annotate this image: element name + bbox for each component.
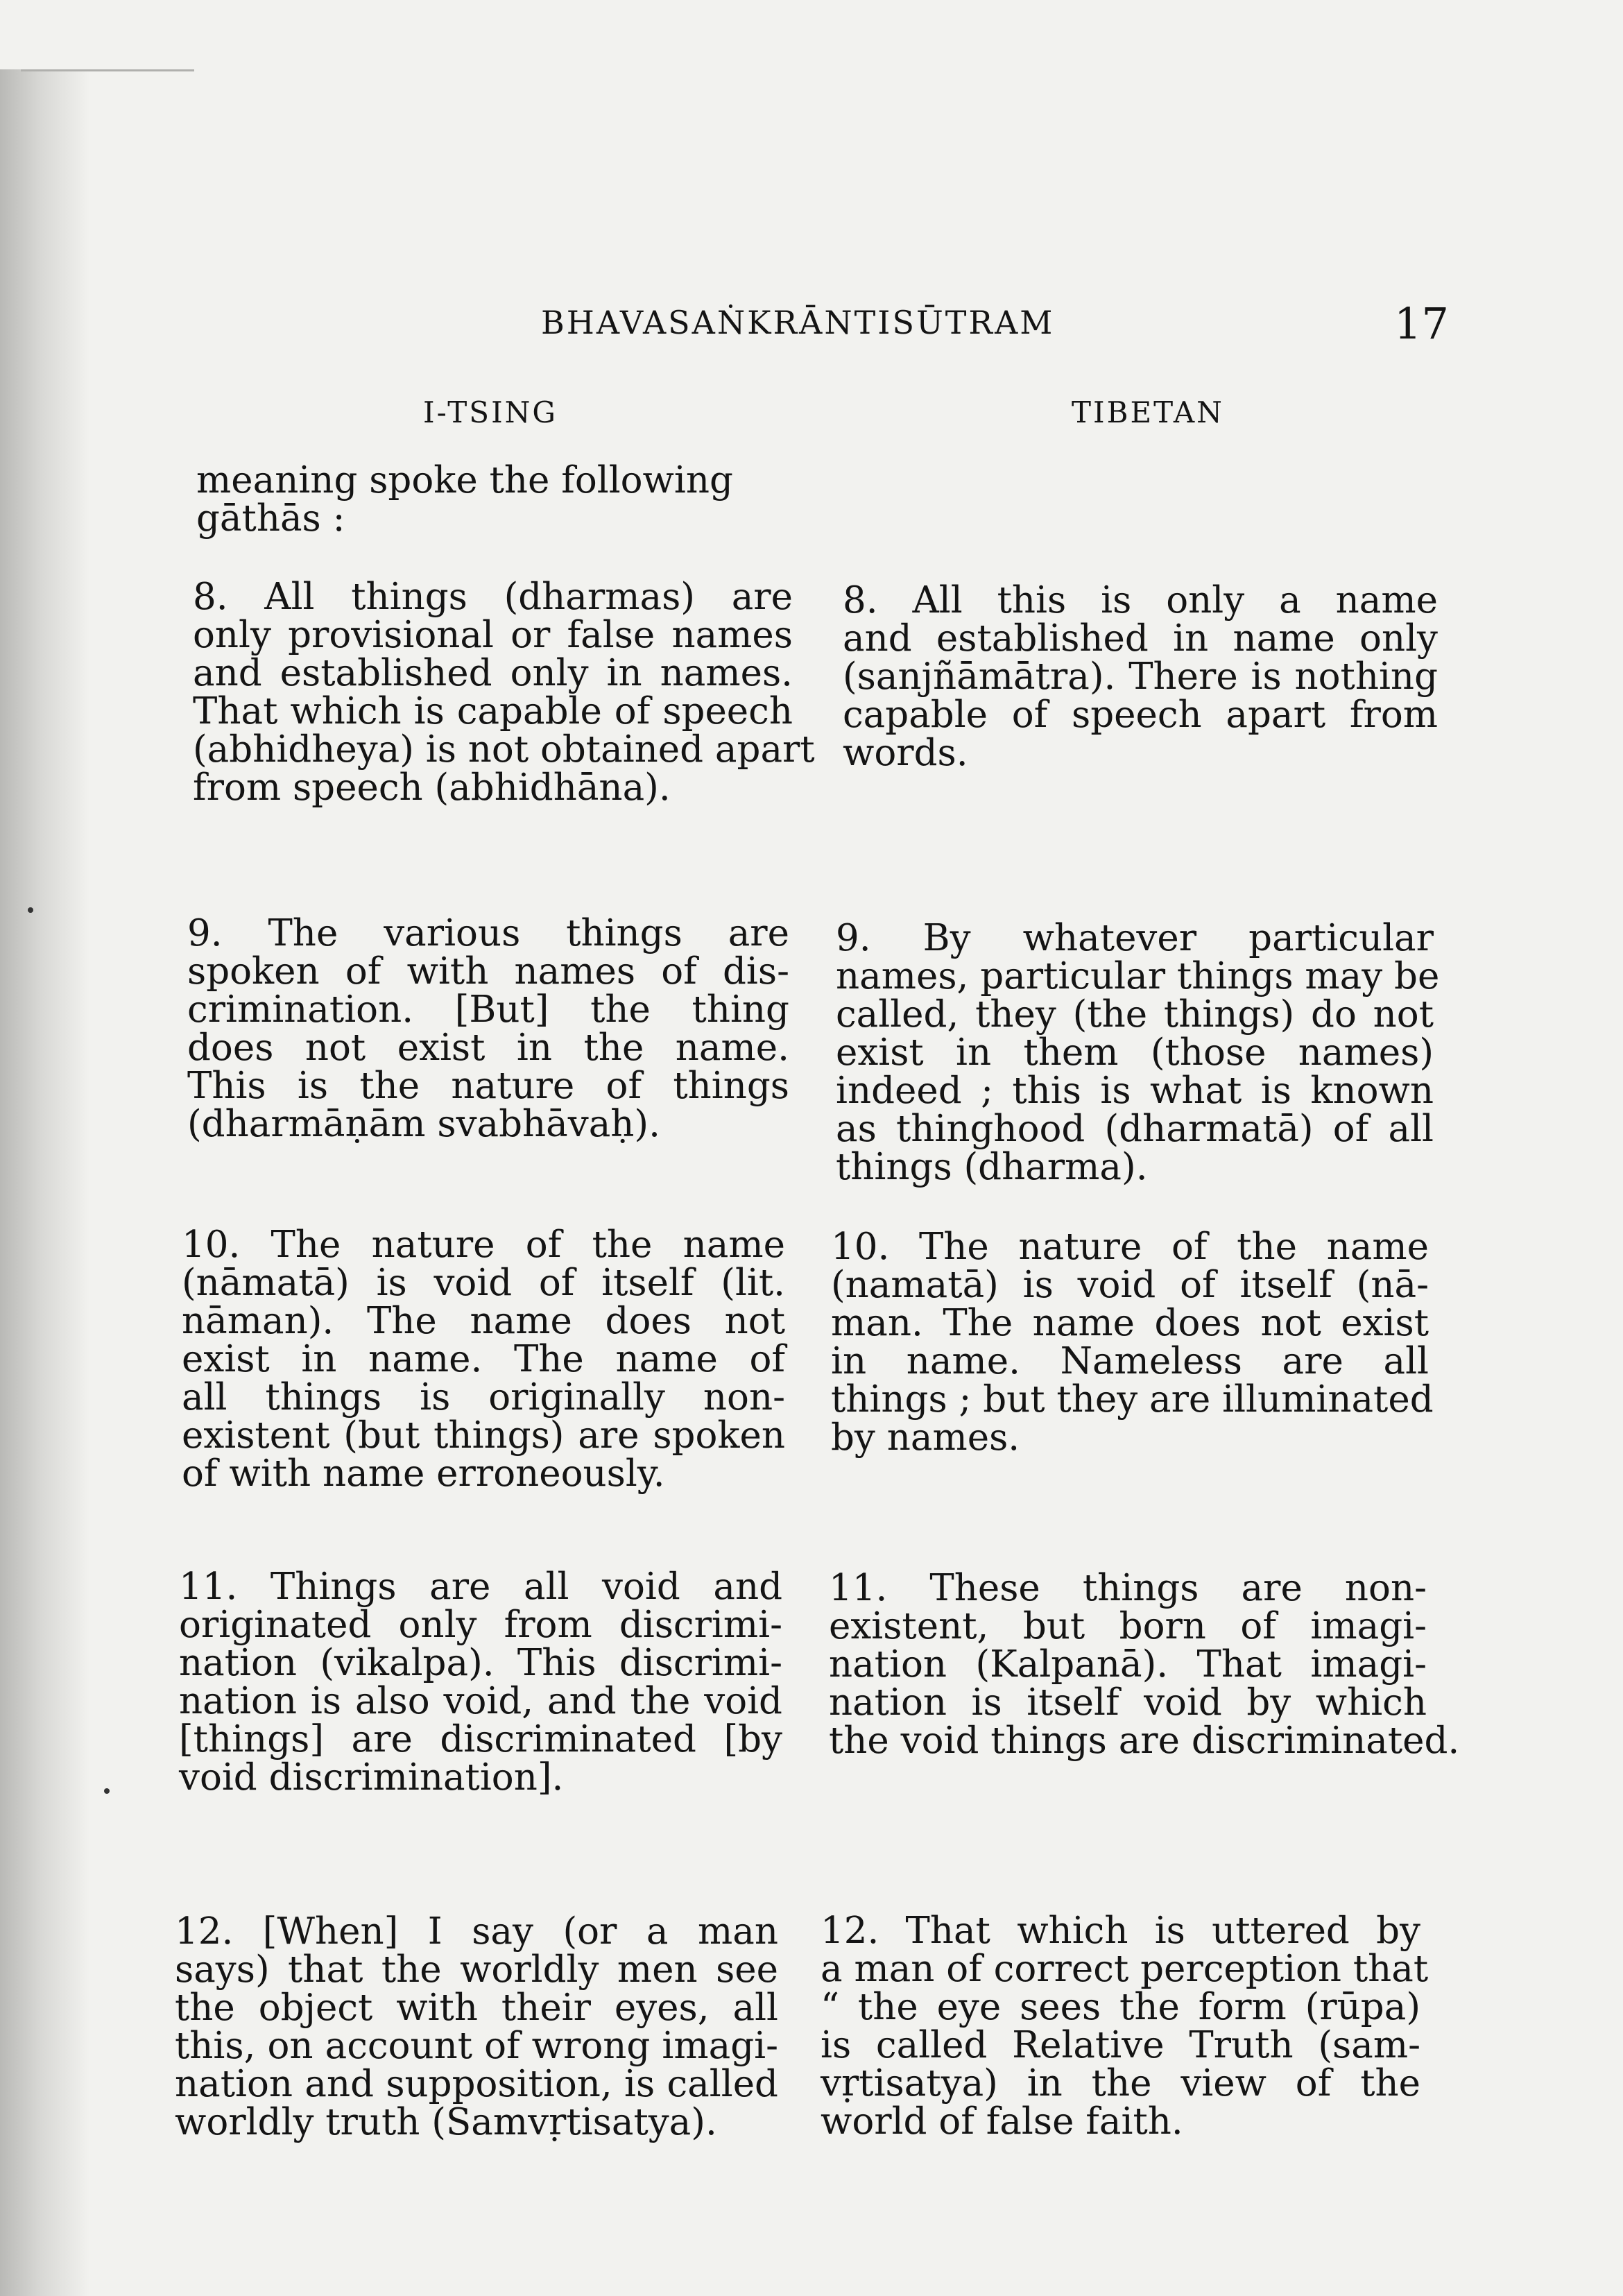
- text-line: does not exist in the name.: [187, 1027, 789, 1069]
- text-line: 8. All this is only a name: [843, 579, 1438, 622]
- text-line: the object with their eyes, all: [175, 1987, 778, 2029]
- text-line: spoken of with names of dis-: [187, 950, 789, 993]
- left-verse-9: [187, 914, 789, 1143]
- text-line: nation is also void, and the void: [179, 1680, 782, 1722]
- text-line: nation and supposition, is called: [175, 2063, 778, 2105]
- binding-shadow: [0, 69, 90, 2296]
- text-line: capable of speech apart from: [843, 694, 1438, 736]
- left-intro: [196, 461, 793, 538]
- text-line: That which is capable of speech: [193, 690, 793, 733]
- ink-speck: [104, 1788, 110, 1794]
- text-line: 8. All things (dharmas) are: [193, 576, 793, 618]
- right-verse-9: [836, 917, 1440, 1188]
- text-line: 9. The various things are: [187, 912, 789, 954]
- ink-speck: [28, 907, 33, 913]
- text-line: as thinghood (dharmatā) of all: [836, 1108, 1434, 1150]
- text-line: (nāmatā) is void of itself (lit.: [182, 1262, 785, 1304]
- text-line: “ the eye sees the form (rūpa): [821, 1986, 1420, 2028]
- text-line: 11. Things are all void and: [179, 1566, 782, 1608]
- text-line: and established in name only: [843, 617, 1438, 660]
- right-verse-11: [829, 1567, 1460, 1762]
- right-verse-8: [843, 581, 1438, 772]
- text-line: only provisional or false names: [193, 614, 793, 656]
- text-line: worldly truth (Samvṛtisatya).: [175, 2101, 717, 2143]
- left-verse-12: [175, 1912, 778, 2141]
- text-line: 9. By whatever particular: [836, 917, 1434, 959]
- text-line: world of false faith.: [821, 2100, 1183, 2143]
- text-line: nation is itself void by which: [829, 1681, 1427, 1724]
- text-line: by names.: [831, 1416, 1020, 1459]
- text-line: the void things are discriminated.: [829, 1720, 1460, 1762]
- column-heading-tibetan: TIBETAN: [1072, 395, 1224, 429]
- text-line: things (dharma).: [836, 1146, 1148, 1188]
- text-line: vṛtisatya) in the view of the: [821, 2062, 1420, 2105]
- text-line: (abhidheya) is not obtained apart: [193, 728, 815, 771]
- text-line: crimination. [But] the thing: [187, 988, 789, 1031]
- text-line: words.: [843, 732, 968, 774]
- text-line: is called Relative Truth (sam-: [821, 2024, 1420, 2066]
- page-number: 17: [1394, 298, 1449, 349]
- text-line: (sanjñāmātra). There is nothing: [843, 656, 1438, 698]
- text-line: exist in name. The name of: [182, 1338, 785, 1380]
- text-line: gāthās :: [196, 497, 345, 540]
- text-line: and established only in names.: [193, 652, 793, 694]
- text-line: existent (but things) are spoken: [182, 1414, 785, 1457]
- text-line: a man of correct perception that: [821, 1948, 1429, 1990]
- text-line: nation (Kalpanā). That imagi-: [829, 1643, 1427, 1686]
- scan-edge-line: [21, 69, 194, 71]
- text-line: from speech (abhidhāna).: [193, 766, 671, 809]
- text-line: this, on account of wrong imagi-: [175, 2025, 778, 2067]
- running-title: BHAVASAṄKRĀNTISŪTRAM: [541, 304, 1055, 341]
- text-line: all things is originally non-: [182, 1376, 785, 1419]
- text-line: called, they (the things) do not: [836, 993, 1434, 1036]
- text-line: 11. These things are non-: [829, 1567, 1427, 1609]
- column-heading-itsing: I-TSING: [423, 395, 558, 429]
- text-line: void discrimination].: [179, 1756, 564, 1799]
- left-verse-10: [182, 1226, 785, 1493]
- text-line: This is the nature of things: [187, 1065, 789, 1107]
- text-line: nāman). The name does not: [182, 1300, 785, 1342]
- text-line: says) that the worldly men see: [175, 1948, 778, 1991]
- text-line: existent, but born of imagi-: [829, 1605, 1427, 1647]
- text-line: 12. That which is uttered by: [821, 1910, 1420, 1952]
- text-line: originated only from discrimi-: [179, 1604, 782, 1646]
- text-line: man. The name does not exist: [831, 1302, 1429, 1344]
- right-verse-10: [831, 1226, 1434, 1459]
- text-line: indeed ; this is what is known: [836, 1070, 1434, 1112]
- text-line: nation (vikalpa). This discrimi-: [179, 1642, 782, 1684]
- text-line: things ; but they are illuminated: [831, 1378, 1434, 1421]
- text-line: in name. Nameless are all: [831, 1340, 1429, 1382]
- text-line: 12. [When] I say (or a man: [175, 1910, 778, 1953]
- text-line: meaning spoke the following: [196, 459, 733, 502]
- text-line: names, particular things may be: [836, 955, 1440, 997]
- text-line: of with name erroneously.: [182, 1453, 665, 1495]
- left-verse-11: [179, 1568, 782, 1797]
- text-line: 10. The nature of the name: [182, 1224, 785, 1266]
- text-line: (dharmāṇām svabhāvaḥ).: [187, 1103, 660, 1145]
- text-line: exist in them (those names): [836, 1031, 1434, 1074]
- right-verse-12: [821, 1910, 1429, 2143]
- text-line: (namatā) is void of itself (nā-: [831, 1264, 1429, 1306]
- left-verse-8: [193, 576, 815, 809]
- text-line: [things] are discriminated [by: [179, 1718, 782, 1760]
- text-line: 10. The nature of the name: [831, 1226, 1429, 1268]
